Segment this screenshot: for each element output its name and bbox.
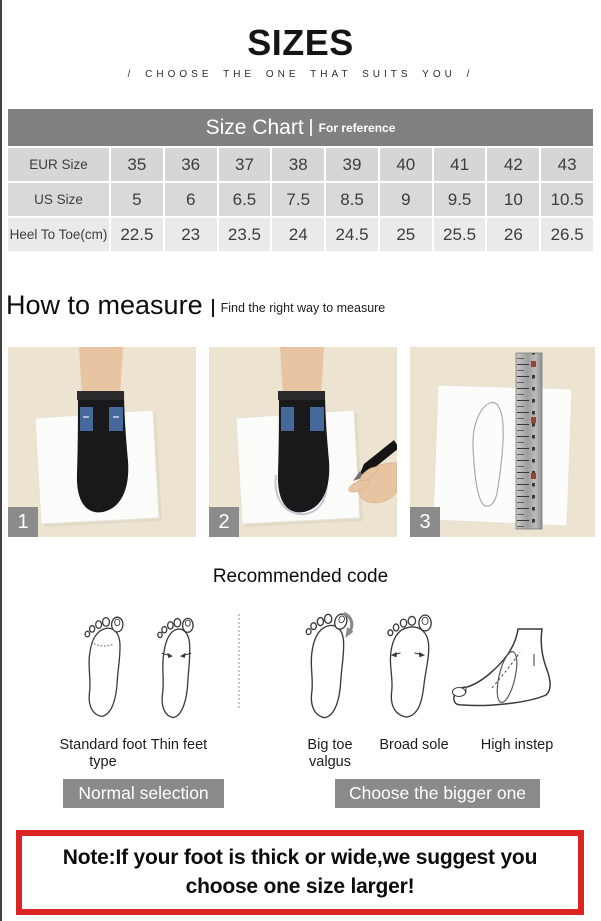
page-title: SIZES xyxy=(247,22,354,63)
note-text: Note:If your foot is thick or wide,we suggest you choose one size larger! xyxy=(62,846,538,899)
size-cell: 38 xyxy=(272,148,324,181)
row-label-heel-to-toe: Heel To Toe(cm) xyxy=(8,218,109,251)
foot-label-broad: Broad sole xyxy=(379,737,449,753)
page-subtitle: / CHOOSE THE ONE THAT SUITS YOU / xyxy=(127,69,474,80)
table-row-heel-to-toe xyxy=(8,218,593,251)
size-cell: 26 xyxy=(487,218,539,251)
size-chart-header xyxy=(8,109,593,146)
size-chart-title: Size Chart xyxy=(205,115,304,139)
size-cell: 24.5 xyxy=(326,218,378,251)
step-2-badge: 2 xyxy=(209,507,239,537)
dotted-divider xyxy=(238,614,240,708)
divider-bar xyxy=(310,119,312,136)
high-instep-diagram xyxy=(450,626,566,718)
standard-foot-diagram xyxy=(80,612,132,722)
size-cell: 25.5 xyxy=(434,218,486,251)
size-cell: 10 xyxy=(487,183,539,216)
divider-bar xyxy=(212,299,214,317)
normal-selection-button[interactable]: Normal selection xyxy=(63,779,224,808)
how-to-measure-title: How to measure xyxy=(6,290,203,320)
foot-label-valgus: Big toe valgus xyxy=(307,737,353,771)
how-to-measure-subtitle: Find the right way to measure xyxy=(220,301,386,315)
size-cell: 8.5 xyxy=(326,183,378,216)
size-cell: 35 xyxy=(111,148,163,181)
step-3-badge: 3 xyxy=(410,507,440,537)
size-cell: 24 xyxy=(272,218,324,251)
recommended-title: Recommended code xyxy=(212,566,389,587)
size-cell: 39 xyxy=(326,148,378,181)
foot-label-instep: High instep xyxy=(480,737,554,753)
size-cell: 5 xyxy=(111,183,163,216)
size-cell: 10.5 xyxy=(541,183,593,216)
size-cell: 36 xyxy=(165,148,217,181)
size-cell: 6.5 xyxy=(219,183,271,216)
size-cell: 37 xyxy=(219,148,271,181)
row-label-us: US Size xyxy=(8,183,109,216)
measure-step-photo-3 xyxy=(410,347,595,537)
size-cell: 43 xyxy=(541,148,593,181)
measure-step-photo-2 xyxy=(209,347,397,537)
how-to-measure-heading xyxy=(6,290,385,321)
size-cell: 7.5 xyxy=(272,183,324,216)
foot-label-standard: Standard foot type xyxy=(59,737,147,771)
size-cell: 25 xyxy=(380,218,432,251)
size-chart-note: For reference xyxy=(318,120,396,135)
broad-sole-diagram xyxy=(382,612,440,722)
size-cell: 41 xyxy=(434,148,486,181)
size-cell: 23.5 xyxy=(219,218,271,251)
size-cell: 40 xyxy=(380,148,432,181)
size-cell: 42 xyxy=(487,148,539,181)
table-row-eur xyxy=(8,148,593,181)
size-cell: 23 xyxy=(165,218,217,251)
table-row-us xyxy=(8,183,593,216)
size-chart-table xyxy=(8,109,593,251)
measure-step-photo-1 xyxy=(8,347,196,537)
size-cell: 9.5 xyxy=(434,183,486,216)
header xyxy=(0,22,601,80)
size-cell: 6 xyxy=(165,183,217,216)
foot-label-thin: Thin feet xyxy=(150,737,208,753)
thin-foot-diagram xyxy=(153,614,200,722)
note-box xyxy=(16,830,584,915)
choose-bigger-button[interactable]: Choose the bigger one xyxy=(335,779,540,808)
big-toe-valgus-diagram xyxy=(300,610,358,722)
size-cell: 9 xyxy=(380,183,432,216)
step-1-badge: 1 xyxy=(8,507,38,537)
row-label-eur: EUR Size xyxy=(8,148,109,181)
size-cell: 26.5 xyxy=(541,218,593,251)
left-edge-strip xyxy=(0,0,2,921)
size-cell: 22.5 xyxy=(111,218,163,251)
